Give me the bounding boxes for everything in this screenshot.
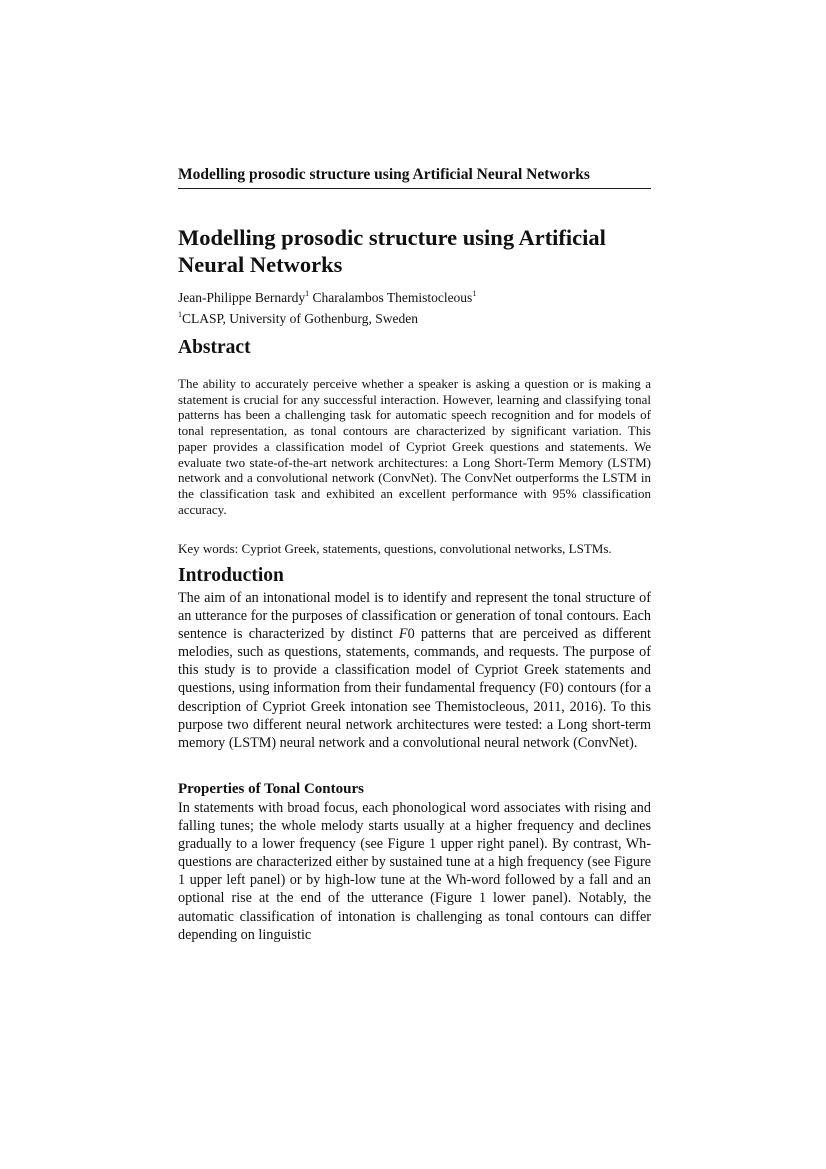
author-affiliation-mark: 1	[305, 289, 310, 298]
f0-symbol: F	[398, 626, 408, 643]
author-name: Charalambos Themistocleous	[312, 290, 473, 305]
author-affiliation-mark: 1	[472, 289, 477, 298]
introduction-text-part: The aim of an intonational model is to identify and represent the tonal structure of an utterance for the purposes of classification or generation of tonal contours. Each sentence is characterized by distinct	[178, 590, 651, 643]
affiliation-line	[178, 310, 651, 328]
abstract-heading: Abstract	[178, 337, 251, 358]
introduction-text-part: 0 patterns that are perceived as different melodies, such as questions, statements, commands, and requests. The purpose of this study is to provide a classification model of Cypriot Greek statements and questions, using information from their fundamental frequency (F0) contours (for a description of Cypriot Greek intonation see Themistocleous, 2011, 2016). To this purpose two different neural network architectures were tested: a Long short-term memory (LSTM) neural network and a convolutional neural network (ConvNet).	[178, 626, 651, 751]
keywords: Key words: Cypriot Greek, statements, questions, convolutional networks, LSTMs.	[178, 541, 612, 556]
introduction-heading: Introduction	[178, 565, 284, 586]
affiliation-mark: 1	[178, 310, 182, 319]
author-name: Jean-Philippe Bernardy	[178, 290, 306, 305]
paper-title: Modelling prosodic structure using Artificial Neural Networks	[178, 225, 606, 277]
properties-text: In statements with broad focus, each phonological word associates with rising and falling tunes; the whole melody starts usually at a higher frequency and declines gradually to a lower frequency (see Figure 1 upper right panel). By contrast, Wh-questions are characterized either by sustained tune at a high frequency (see Figure 1 upper left panel) or by high-low tune at the Wh-word followed by a fall and an optional rise at the end of the utterance (Figure 1 lower panel). Notably, the automatic classification of intonation is challenging as tonal contours can differ depending on linguistic	[178, 800, 651, 943]
affiliation-text: CLASP, University of Gothenburg, Sweden	[182, 311, 418, 326]
properties-heading: Properties of Tonal Contours	[178, 781, 364, 797]
running-head: Modelling prosodic structure using Artificial Neural Networks	[178, 165, 651, 189]
abstract-text: The ability to accurately perceive whether a speaker is asking a question or is making a statement is crucial for any successful interaction. However, learning and classifying tonal patterns has been a challenging task for automatic speech recognition and for models of tonal representation, as tonal contours are characterized by significant variation. This paper provides a classification model of Cypriot Greek questions and statements. We evaluate two state-of-the-art network architectures: a Long Short-Term Memory (LSTM) network and a convolutional network (ConvNet). The ConvNet outperforms the LSTM in the classification task and exhibited an excellent performance with 95% classification accuracy.	[178, 376, 651, 517]
author-line	[178, 289, 651, 307]
introduction-text	[178, 589, 651, 752]
